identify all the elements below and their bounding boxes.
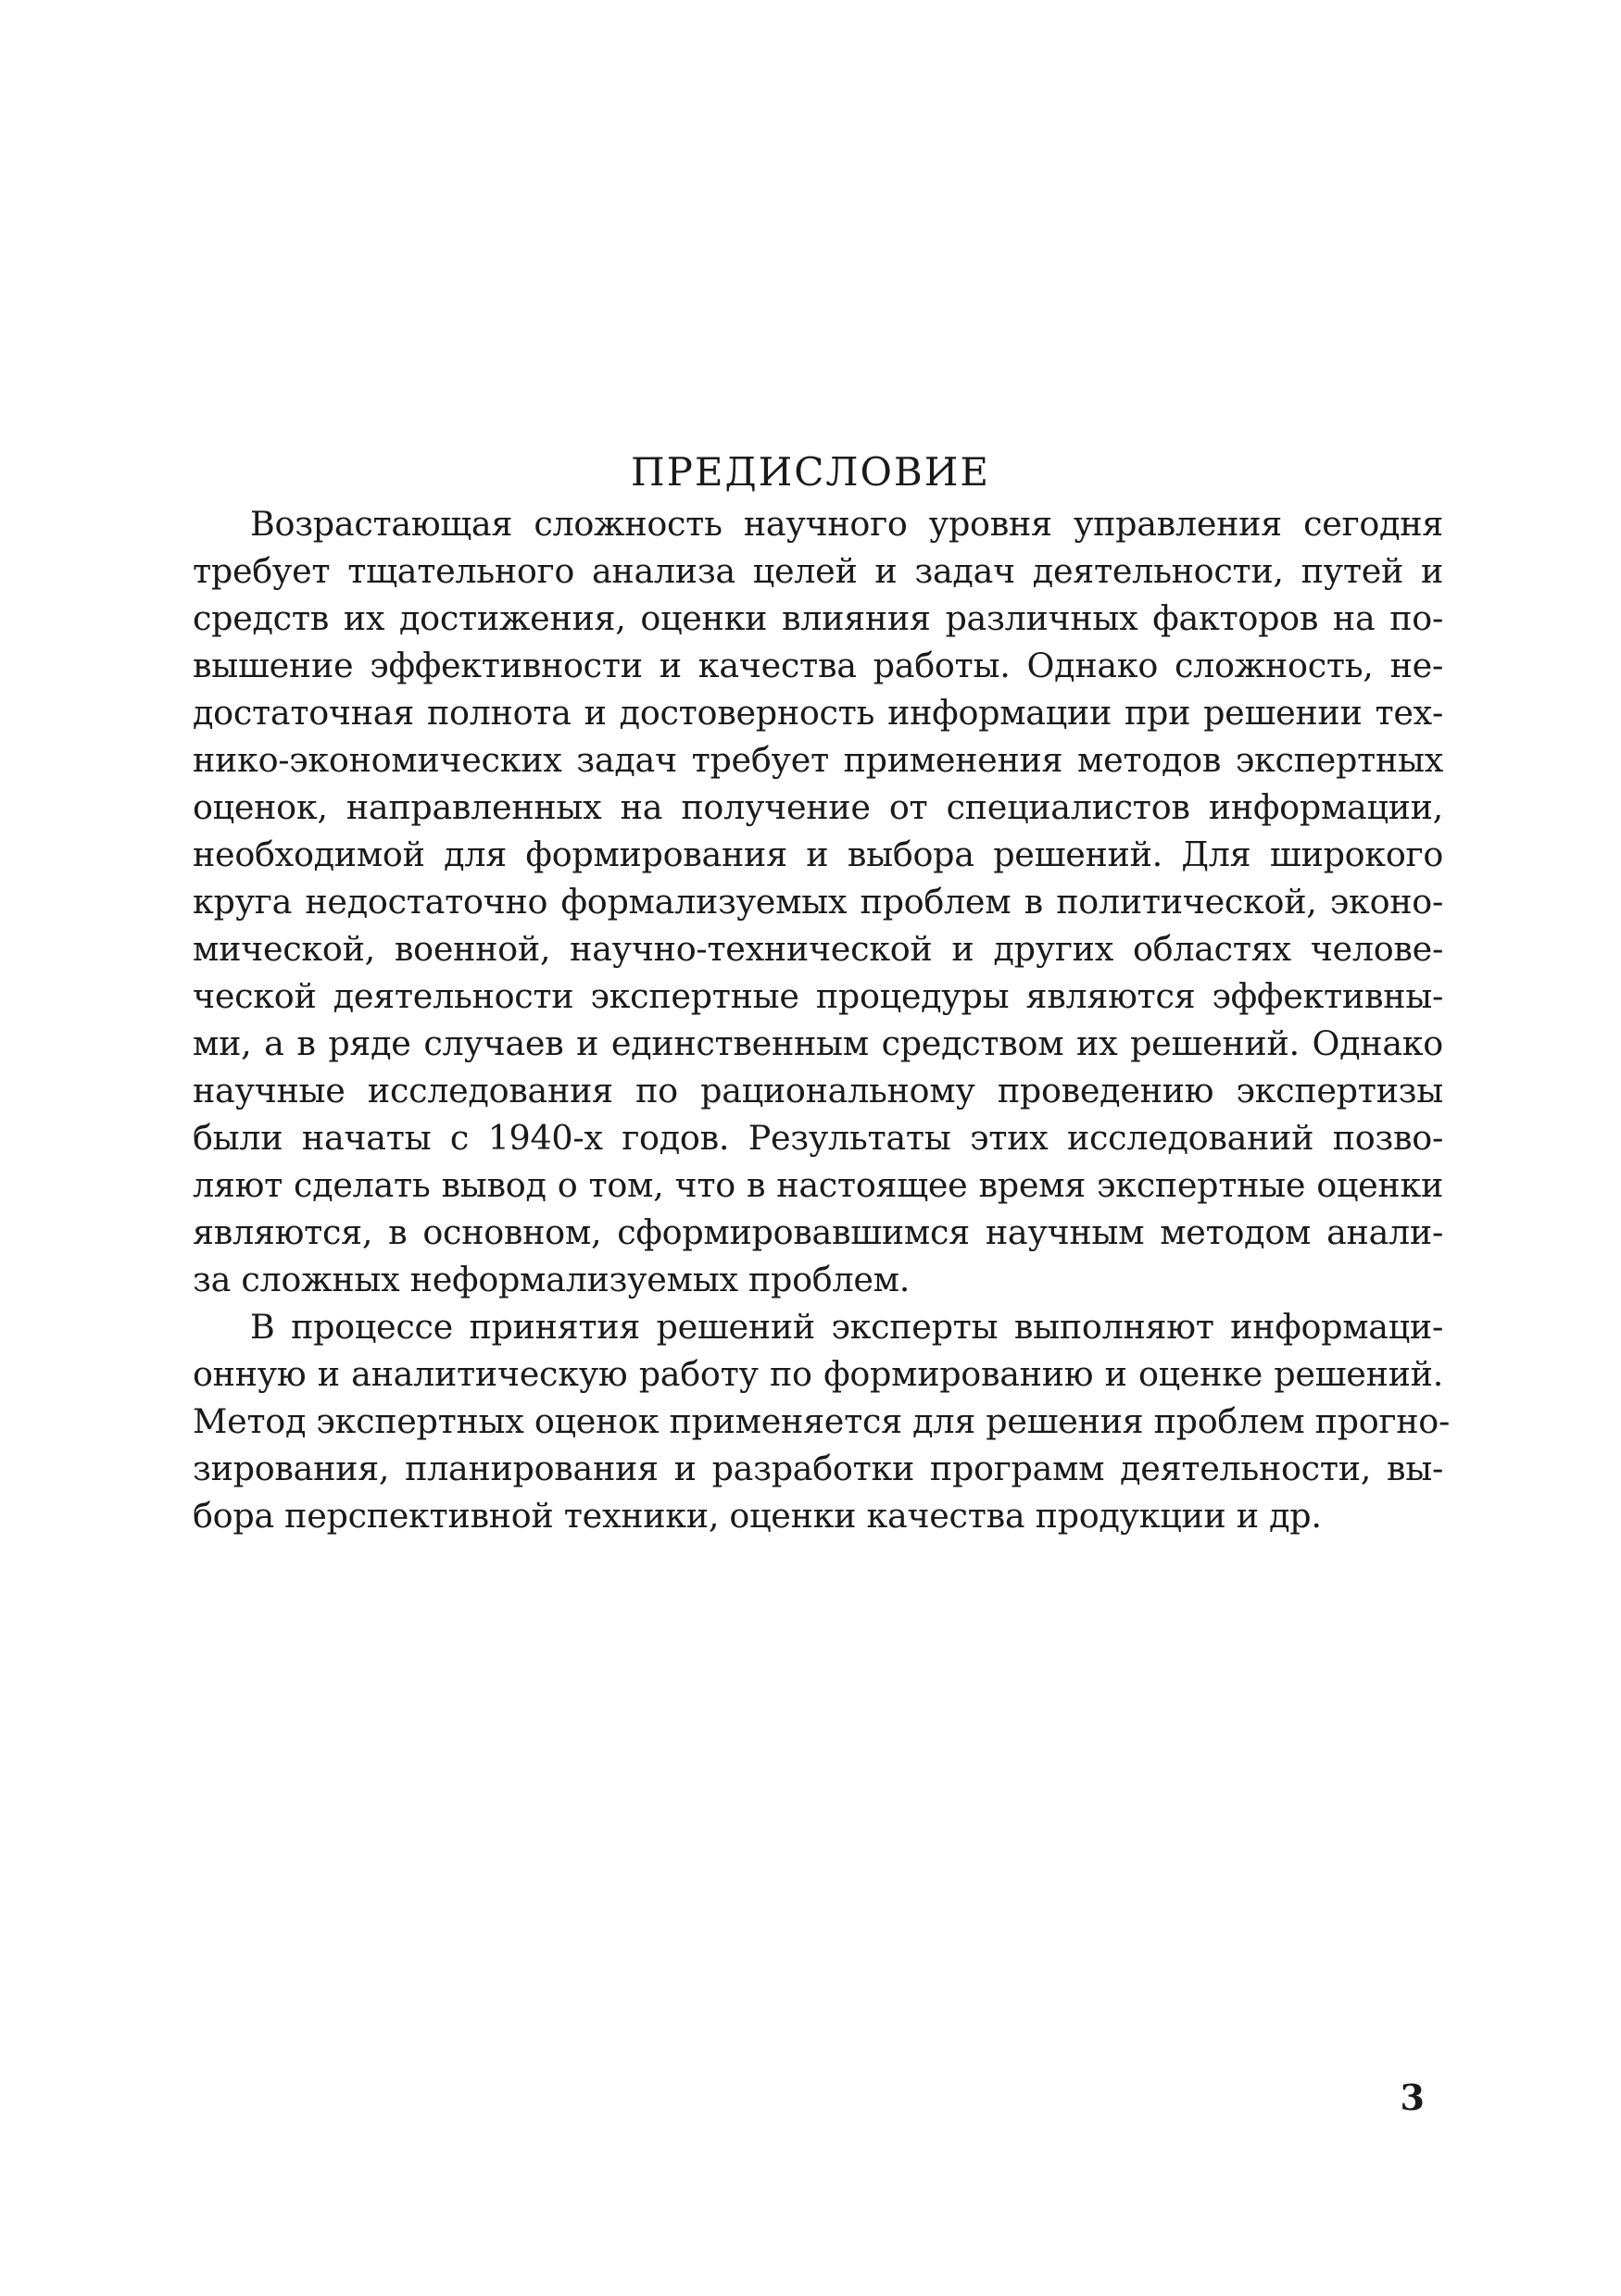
text-line: являются, в основном, сформировавшимся научным методом анали-: [193, 1212, 1443, 1252]
text-line: В процессе принятия решений эксперты выполняют информаци-: [250, 1307, 1443, 1347]
text-line: мической, военной, научно-технической и других областях челове-: [193, 929, 1443, 969]
text-line: требует тщательного анализа целей и задач деятельности, путей и: [193, 551, 1443, 591]
page-title: ПРЕДИСЛОВИЕ: [630, 449, 991, 496]
text-line: Возрастающая сложность научного уровня управления сегодня: [250, 504, 1443, 544]
text-line: онную и аналитическую работу по формированию и оценке решений.: [193, 1354, 1443, 1394]
text-line: средств их достижения, оценки влияния различных факторов на по-: [193, 598, 1443, 638]
text-line: нико-экономических задач требует применения методов экспертных: [193, 740, 1443, 780]
text-line: ляют сделать вывод о том, что в настоящее время экспертные оценки: [193, 1165, 1443, 1205]
text-line: необходимой для формирования и выбора решений. Для широкого: [193, 834, 1443, 874]
text-line: ческой деятельности экспертные процедуры являются эффективны-: [193, 976, 1443, 1016]
text-line: Метод экспертных оценок применяется для решения проблем прогно-: [193, 1401, 1450, 1441]
text-line: вышение эффективности и качества работы. Однако сложность, не-: [193, 646, 1443, 685]
text-line: оценок, направленных на получение от специалистов информации,: [193, 787, 1443, 827]
text-line: бора перспективной техники, оценки качества продукции и др.: [193, 1496, 1322, 1536]
paragraph-1: [193, 500, 1443, 1303]
text-line: круга недостаточно формализуемых проблем в политической, эконо-: [193, 882, 1443, 922]
text-line: были начаты с 1940-х годов. Результаты этих исследований позво-: [193, 1118, 1443, 1158]
text-line: ми, а в ряде случаев и единственным средством их решений. Однако: [193, 1023, 1443, 1063]
page-number: 3: [1400, 2076, 1425, 2118]
text-line: научные исследования по рациональному проведению экспертизы: [193, 1071, 1443, 1110]
text-line: за сложных неформализуемых проблем.: [193, 1260, 911, 1299]
text-line: зирования, планирования и разработки программ деятельности, вы-: [193, 1449, 1443, 1488]
paragraph-2: [193, 1303, 1450, 1539]
body-text: [193, 500, 1450, 1539]
text-line: достаточная полнота и достоверность информации при решении тех-: [193, 693, 1443, 733]
